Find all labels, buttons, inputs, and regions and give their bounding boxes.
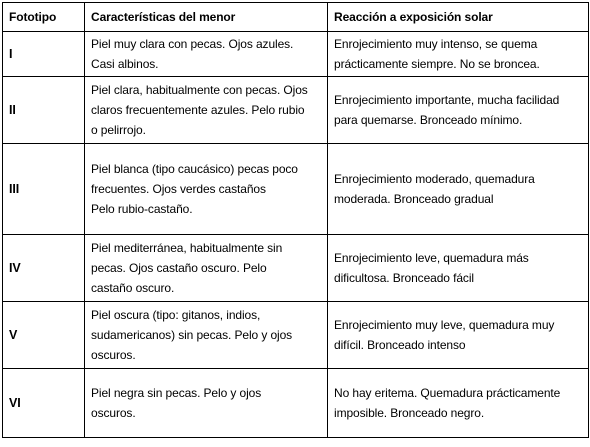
cell-line: pecas. Ojos castaño oscuro. Pelo — [91, 261, 267, 275]
cell-line: Enrojecimiento muy leve, quemadura muy — [334, 318, 555, 332]
reaccion-cell — [328, 302, 589, 369]
fototipo-cell: II — [3, 77, 85, 144]
caracteristicas-cell — [85, 302, 328, 369]
cell-line: para quemarse. Bronceado mínimo. — [334, 113, 523, 127]
cell-line: dificultosa. Bronceado fácil — [334, 271, 474, 285]
cell-line: frecuentes. Ojos verdes castaños — [91, 182, 266, 196]
reaccion-cell — [328, 369, 589, 438]
fototipo-cell: VI — [3, 369, 85, 438]
cell-line: castaño oscuro. — [91, 281, 175, 295]
fototipo-cell: IV — [3, 235, 85, 302]
cell-line: oscuros. — [91, 348, 136, 362]
cell-line: No hay eritema. Quemadura prácticamente — [334, 386, 561, 400]
table-row — [3, 32, 589, 77]
cell-line: Piel negra sin pecas. Pelo y ojos — [91, 386, 262, 400]
cell-line: Casi albinos. — [91, 57, 159, 71]
cell-line: prácticamente siempre. No se broncea. — [334, 57, 540, 71]
cell-line: difícil. Bronceado intenso — [334, 338, 466, 352]
caracteristicas-cell — [85, 369, 328, 438]
table-row — [3, 302, 589, 369]
table-row — [3, 144, 589, 235]
cell-line: imposible. Bronceado negro. — [334, 406, 485, 420]
cell-line: Piel clara, habitualmente con pecas. Ojos — [91, 83, 308, 97]
cell-line: Pelo rubio-castaño. — [91, 202, 193, 216]
fototipo-cell: III — [3, 144, 85, 235]
reaccion-cell — [328, 235, 589, 302]
table-row — [3, 369, 589, 438]
cell-line: Enrojecimiento muy intenso, se quema — [334, 37, 538, 51]
cell-line: oscuros. — [91, 406, 136, 420]
cell-line: Enrojecimiento importante, mucha facilidad — [334, 93, 560, 107]
reaccion-cell — [328, 77, 589, 144]
cell-line: Piel blanca (tipo caucásico) pecas poco — [91, 162, 298, 176]
reaccion-cell — [328, 144, 589, 235]
cell-line: Enrojecimiento leve, quemadura más — [334, 251, 529, 265]
header-row — [3, 3, 589, 32]
cell-line: o pelirrojo. — [91, 123, 146, 137]
caracteristicas-cell — [85, 32, 328, 77]
cell-line: Enrojecimiento moderado, quemadura — [334, 172, 535, 186]
cell-line: Piel mediterránea, habitualmente sin — [91, 241, 283, 255]
cell-line: sudamericanos) sin pecas. Pelo y ojos — [91, 328, 293, 342]
cell-line: moderada. Bronceado gradual — [334, 192, 494, 206]
cell-line: Piel muy clara con pecas. Ojos azules. — [91, 37, 294, 51]
fototipo-cell: V — [3, 302, 85, 369]
table-row — [3, 235, 589, 302]
fototipos-table — [2, 2, 589, 438]
cell-line: Piel oscura (tipo: gitanos, indios, — [91, 308, 261, 322]
header-caracteristicas: Características del menor — [85, 3, 328, 32]
cell-line: claros frecuentemente azules. Pelo rubio — [91, 103, 305, 117]
table-row — [3, 77, 589, 144]
fototipo-cell: I — [3, 32, 85, 77]
caracteristicas-cell — [85, 144, 328, 235]
header-reaccion: Reacción a exposición solar — [328, 3, 589, 32]
header-fototipo: Fototipo — [3, 3, 85, 32]
caracteristicas-cell — [85, 77, 328, 144]
reaccion-cell — [328, 32, 589, 77]
caracteristicas-cell — [85, 235, 328, 302]
